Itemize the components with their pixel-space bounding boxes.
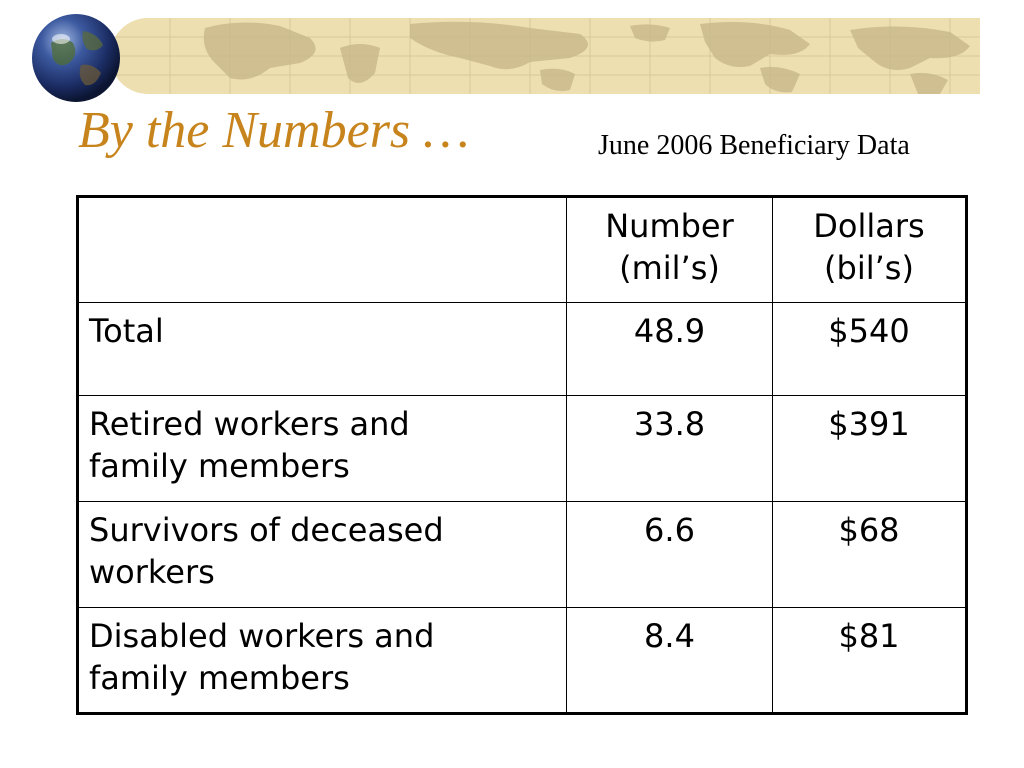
row-label — [78, 502, 567, 608]
header-dollars — [773, 197, 967, 303]
row-dollars: $540 — [773, 303, 967, 396]
header-number-line2: (mil’s) — [619, 248, 720, 287]
row-label — [78, 608, 567, 714]
row-label-line1: Total — [89, 312, 164, 350]
table-header-row — [78, 197, 967, 303]
row-number: 8.4 — [567, 608, 773, 714]
row-label-line1: Survivors of deceased — [89, 511, 444, 549]
row-label — [78, 303, 567, 396]
table-row — [78, 502, 967, 608]
table-row — [78, 303, 967, 396]
beneficiary-table — [76, 195, 968, 715]
globe-icon — [31, 13, 121, 103]
row-label-line1: Disabled workers and — [89, 617, 435, 655]
row-label-line2: workers — [89, 552, 215, 591]
row-number: 48.9 — [567, 303, 773, 396]
slide-subtitle: June 2006 Beneficiary Data — [598, 130, 910, 161]
row-dollars: $81 — [773, 608, 967, 714]
row-label — [78, 396, 567, 502]
row-dollars: $391 — [773, 396, 967, 502]
row-dollars: $68 — [773, 502, 967, 608]
world-map-graphic — [110, 18, 980, 94]
row-number: 6.6 — [567, 502, 773, 608]
world-map-banner — [110, 18, 980, 94]
table-row — [78, 396, 967, 502]
header-dollars-line2: (bil’s) — [824, 248, 914, 287]
row-label-line2: family members — [89, 658, 350, 697]
slide-title: By the Numbers … — [78, 102, 470, 159]
header-number — [567, 197, 773, 303]
table-row — [78, 608, 967, 714]
header-empty-cell — [78, 197, 567, 303]
row-label-line1: Retired workers and — [89, 405, 410, 443]
row-number: 33.8 — [567, 396, 773, 502]
header-dollars-line1: Dollars — [813, 207, 925, 245]
header-number-line1: Number — [605, 207, 734, 245]
row-label-line2: family members — [89, 446, 350, 485]
